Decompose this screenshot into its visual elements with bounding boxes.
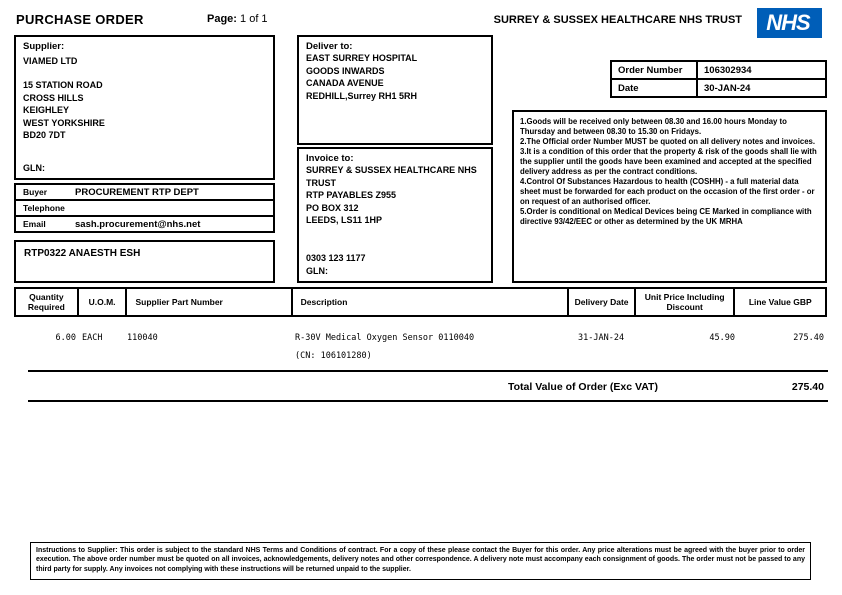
column-header-delivery-date: Delivery Date <box>569 289 636 315</box>
deliver-address-line: REDHILL,Surrey RH1 5RH <box>306 90 418 101</box>
order-number-value: 106302934 <box>704 64 752 76</box>
page-label: Page: <box>207 13 237 25</box>
deliver-to-box <box>297 35 493 145</box>
condition-item: 1.Goods will be received only between 08.30 and 16.00 hours Monday to Thursday and between 08.30 to 15.30 on Fridays. <box>520 117 787 136</box>
item-quantity: 6.00 <box>55 333 76 343</box>
telephone-row <box>16 201 273 217</box>
order-total-value: 275.40 <box>791 381 824 393</box>
telephone-label: Telephone <box>23 203 65 213</box>
column-header-line-value: Line Value GBP <box>748 297 812 307</box>
condition-item: 5.Order is conditional on Medical Devices being CE Marked in compliance with directive 93/42/EEC or other as determined by the UK MRHA <box>520 207 812 226</box>
deliver-address-line: EAST SURREY HOSPITAL <box>306 53 418 63</box>
page-value: 1 of 1 <box>240 13 268 25</box>
items-table-header <box>14 287 827 317</box>
invoice-address-line: RTP PAYABLES Z955 <box>306 190 397 200</box>
nhs-logo-text: NHS <box>766 10 810 35</box>
invoice-address-line: PO BOX 312 <box>306 202 359 213</box>
invoice-gln-label: GLN: <box>306 265 328 276</box>
invoice-address-line: SURREY & SUSSEX HEALTHCARE NHS <box>306 165 477 175</box>
column-header-quantity: Quantity Required <box>16 289 79 315</box>
trust-name: SURREY & SUSSEX HEALTHCARE NHS TRUST <box>493 14 742 26</box>
item-unit-price: 45.90 <box>709 333 735 343</box>
order-total-label: Total Value of Order (Exc VAT) <box>508 381 658 393</box>
invoice-footer <box>306 252 366 277</box>
supplier-address-line: WEST YORKSHIRE <box>23 117 105 128</box>
condition-item: 3.It is a condition of this order that the property & risk of the goods shall lie with the supplier until the goods have been examined and accepted at the specified delivery address as per the contract conditions. <box>520 147 817 176</box>
buyer-label: Buyer <box>23 187 48 197</box>
condition-item: 2.The Official order Number MUST be quoted on all delivery notes and invoices. <box>520 137 816 146</box>
email-label: Email <box>23 219 46 229</box>
order-date-value: 30-JAN-24 <box>704 82 751 94</box>
conditions-box <box>512 110 827 283</box>
item-part-number: 110040 <box>127 333 158 343</box>
invoice-address-line: LEEDS, LS11 1HP <box>306 215 383 225</box>
nhs-logo <box>757 8 822 38</box>
supplier-address-line: 15 STATION ROAD <box>23 80 103 90</box>
item-uom: EACH <box>82 333 103 343</box>
divider <box>28 370 828 372</box>
supplier-name: VIAMED LTD <box>23 56 78 66</box>
page-indicator <box>207 13 268 25</box>
order-number-label: Order Number <box>612 62 698 78</box>
supplier-address-line: CROSS HILLS <box>23 92 84 103</box>
buyer-value: PROCUREMENT RTP DEPT <box>75 186 199 198</box>
deliver-to-label: Deliver to: <box>306 41 353 52</box>
order-number-row <box>612 62 825 80</box>
item-delivery-date: 31-JAN-24 <box>578 333 625 343</box>
condition-item: 4.Control Of Substances Hazardous to health (COSHH) - a full material data sheet must be forwarded for each product on the occasion of the first order - or on request of an authorised officer. <box>520 177 815 206</box>
item-description-line2: (CN: 106101280) <box>295 351 372 361</box>
supplier-address-line: BD20 7DT <box>23 130 66 140</box>
email-row <box>16 217 273 231</box>
item-description-line1: R-30V Medical Oxygen Sensor 0110040 <box>295 333 475 343</box>
deliver-address-line: CANADA AVENUE <box>306 78 384 88</box>
buyer-table <box>14 183 275 233</box>
supplier-address-line: KEIGHLEY <box>23 105 70 115</box>
supplier-gln-label: GLN: <box>23 163 45 173</box>
buyer-row <box>16 185 273 201</box>
deliver-address-line: GOODS INWARDS <box>306 65 385 76</box>
supplier-label: Supplier: <box>23 41 65 52</box>
requisition-box <box>14 240 275 283</box>
invoice-phone: 0303 123 1177 <box>306 253 366 263</box>
order-date-row <box>612 80 825 96</box>
page-title: PURCHASE ORDER <box>16 12 144 27</box>
column-header-description: Description <box>293 289 570 315</box>
requisition-reference: RTP0322 ANAESTH ESH <box>24 248 141 259</box>
email-value: sash.procurement@nhs.net <box>75 218 201 230</box>
column-header-uom: U.O.M. <box>79 289 128 315</box>
invoice-to-label: Invoice to: <box>306 153 354 164</box>
supplier-instructions-box <box>30 542 811 580</box>
order-info-table <box>610 60 827 98</box>
column-header-unit-price: Unit Price Including Discount <box>636 289 736 315</box>
item-line-value: 275.40 <box>793 333 824 343</box>
column-header-part-number: Supplier Part Number <box>127 289 292 315</box>
divider <box>28 400 828 402</box>
supplier-box <box>14 35 275 180</box>
invoice-to-box <box>297 147 493 283</box>
order-date-label: Date <box>612 80 698 96</box>
invoice-address-line: TRUST <box>306 177 336 188</box>
supplier-instructions-text: Instructions to Supplier: This order is subject to the standard NHS Terms and Conditions of contract. For a copy of these please contact the Buyer for this order. Any price alterations must be agreed with the buyer prior to order execution. The above order number must be quoted on all invoices, acknowledgements, delivery notes and other correspondence. A delivery note must accompany each consignment of goods. The order must not be passed to any third party for supply. Any invoices not complying with these instructions will be returned unpaid to the supplier. <box>36 547 805 573</box>
